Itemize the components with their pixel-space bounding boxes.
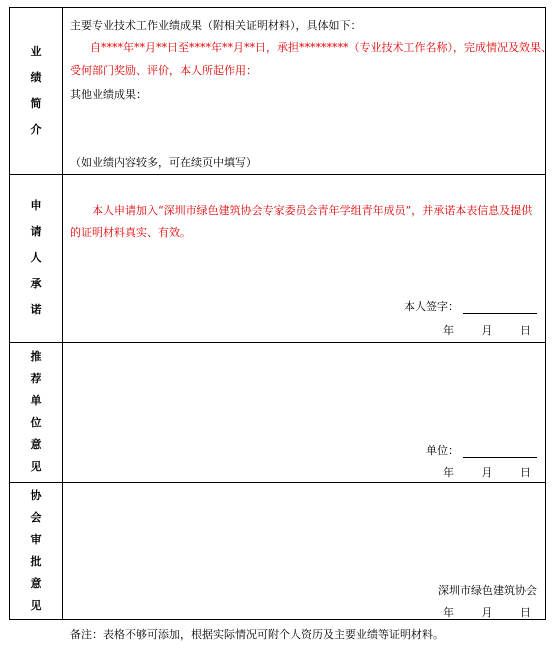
pledge-content	[70, 174, 537, 342]
approval-date: 年 月 日	[443, 606, 531, 619]
signature-line[interactable]	[463, 302, 537, 314]
pledge-date: 年 月 日	[443, 324, 531, 337]
achievements-template-line2: 受何部门奖励、评价，本人所起作用：	[70, 64, 257, 77]
continuation-hint: （如业绩内容较多，可在续页中填写）	[70, 156, 257, 169]
column-divider	[62, 8, 63, 619]
unit-label: 单位：	[426, 444, 459, 457]
approval-content	[70, 482, 537, 620]
recommender-date: 年 月 日	[443, 466, 531, 479]
application-form-table	[9, 7, 552, 620]
section-label-pledge: 申 请 人 承 诺	[30, 199, 42, 316]
section-label-achievements: 业 绩 简 介	[30, 45, 42, 136]
achievements-content	[70, 8, 552, 174]
signature-label: 本人签字：	[404, 300, 459, 313]
other-achievements-label: 其他业绩成果：	[70, 88, 147, 101]
section-label-recommender: 推 荐 单 位 意 见	[30, 350, 42, 473]
unit-line[interactable]	[463, 446, 537, 458]
association-name: 深圳市绿色建筑协会	[438, 584, 537, 597]
unit-field	[426, 442, 537, 458]
achievements-intro: 主要专业技术工作业绩成果（附相关证明材料），具体如下：	[70, 19, 362, 32]
section-label-approval: 协 会 审 批 意 见	[30, 489, 42, 612]
pledge-text: 本人申请加入“深圳市绿色建筑协会专家委员会青年学组青年成员”，并承诺本表信息及提供的证明材料真实、有效。	[70, 204, 533, 239]
footnote: 备注：表格不够可添加，根据实际情况可附个人资历及主要业绩等证明材料。	[70, 628, 444, 641]
recommender-content	[70, 342, 537, 482]
achievements-template-line1: 自****年**月**日至****年**月**日，承担*********（专业技术工作名称），完成情况及效果、	[90, 41, 552, 54]
signature-field	[404, 298, 537, 314]
